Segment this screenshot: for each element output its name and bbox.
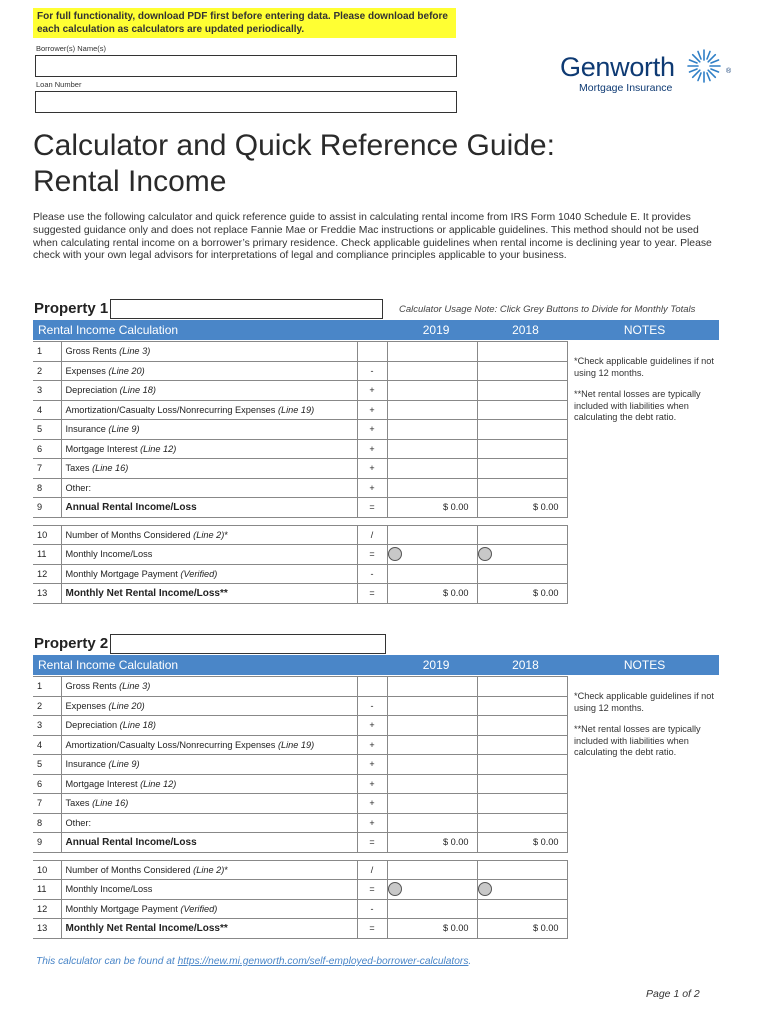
value-2018[interactable] <box>477 794 567 814</box>
row-label-text: Monthly Net Rental Income/Loss** <box>65 922 228 934</box>
row-label-text: Gross Rents <box>65 681 120 692</box>
row-label <box>61 860 357 880</box>
row-operator: + <box>357 420 387 440</box>
row-number: 9 <box>33 498 61 518</box>
calc-table-2 <box>33 676 568 939</box>
table-row <box>33 439 567 459</box>
row-number: 1 <box>33 342 61 362</box>
logo-subtitle: Mortgage Insurance <box>579 82 673 94</box>
table-row <box>33 696 567 716</box>
row-line-ref: (Line 9) <box>108 424 140 435</box>
table-row <box>33 478 567 498</box>
row-number: 2 <box>33 696 61 716</box>
value-2019[interactable] <box>387 478 477 498</box>
value-2018[interactable] <box>477 899 567 919</box>
row-label <box>61 478 357 498</box>
row-label <box>61 880 357 900</box>
row-line-ref: (Line 9) <box>108 759 140 770</box>
row-label <box>61 381 357 401</box>
row-label-text: Taxes <box>65 798 93 809</box>
row-operator: + <box>357 774 387 794</box>
row-line-ref: (Line 16) <box>92 798 129 809</box>
row-operator: = <box>357 545 387 565</box>
divide-button-2019[interactable] <box>388 547 402 561</box>
row-number: 6 <box>33 774 61 794</box>
row-number: 2 <box>33 361 61 381</box>
table-header-2 <box>33 655 719 675</box>
table-row <box>33 459 567 479</box>
row-label-text: Expenses <box>65 700 109 711</box>
loan-number-label: Loan Number <box>36 80 82 89</box>
row-number: 13 <box>33 584 61 604</box>
value-2018[interactable] <box>477 880 567 900</box>
value-2019[interactable] <box>387 899 477 919</box>
row-number: 10 <box>33 525 61 545</box>
row-number: 3 <box>33 381 61 401</box>
row-operator: + <box>357 400 387 420</box>
table-row <box>33 794 567 814</box>
table-row <box>33 564 567 584</box>
table-row <box>33 381 567 401</box>
row-operator: = <box>357 833 387 853</box>
row-operator: - <box>357 361 387 381</box>
value-2019: $ 0.00 <box>387 584 477 604</box>
row-label-text: Gross Rents <box>65 346 120 357</box>
row-operator: / <box>357 860 387 880</box>
title-line-1: Calculator and Quick Reference Guide: <box>33 129 555 162</box>
row-line-ref: (Line 20) <box>108 700 145 711</box>
value-2018: $ 0.00 <box>477 584 567 604</box>
table-row <box>33 813 567 833</box>
page-title <box>33 128 555 200</box>
value-2019[interactable] <box>387 716 477 736</box>
genworth-logo <box>560 52 740 98</box>
header-notes: NOTES <box>623 658 666 672</box>
row-label <box>61 584 357 604</box>
row-line-ref: (Line 12) <box>140 778 177 789</box>
value-2019[interactable] <box>387 813 477 833</box>
value-2018[interactable] <box>477 478 567 498</box>
row-operator: - <box>357 899 387 919</box>
intro-paragraph: Please use the following calculator and quick reference guide to assist in calculating rental income from IRS Form 1040 Schedule E. It provides suggested guidance only and does not replace Fannie Mae or Freddie Mac instructions or applicable guidelines. This method should not be used when calculating rental income on a borrower’s primary residence. Check applicable guidelines when rental income is declining year to year. Please check with your own legal advisors for interpretations of legal and compliance principles applicable to your business. <box>33 212 712 262</box>
table-row <box>33 774 567 794</box>
row-operator: + <box>357 716 387 736</box>
row-line-ref: (Line 2) <box>193 529 225 540</box>
row-spacer <box>33 517 567 525</box>
row-label <box>61 459 357 479</box>
table-row <box>33 342 567 362</box>
header-calc: Rental Income Calculation <box>38 658 179 672</box>
value-2019: $ 0.00 <box>387 833 477 853</box>
row-number: 12 <box>33 899 61 919</box>
table-row <box>33 860 567 880</box>
value-2019[interactable] <box>387 677 477 697</box>
row-number: 13 <box>33 919 61 939</box>
registered-mark: ® <box>726 68 732 75</box>
row-label-text: Mortgage Interest <box>65 778 141 789</box>
row-operator: + <box>357 459 387 479</box>
row-label-text: Annual Rental Income/Loss <box>65 501 197 513</box>
row-number: 6 <box>33 439 61 459</box>
row-label <box>61 794 357 814</box>
row-label <box>61 420 357 440</box>
row-operator: + <box>357 381 387 401</box>
value-2018[interactable] <box>477 381 567 401</box>
table-row <box>33 498 567 518</box>
row-spacer <box>33 852 567 860</box>
note-months: *Check applicable guidelines if not using 12 months. <box>574 691 714 713</box>
row-number: 8 <box>33 478 61 498</box>
page-number: Page 1 of 2 <box>646 988 700 1000</box>
row-label <box>61 498 357 518</box>
value-2019[interactable] <box>387 880 477 900</box>
divide-button-2019[interactable] <box>388 882 402 896</box>
value-2019[interactable] <box>387 420 477 440</box>
starburst-icon <box>684 46 724 86</box>
value-2019[interactable] <box>387 459 477 479</box>
value-2018[interactable] <box>477 564 567 584</box>
row-operator: - <box>357 564 387 584</box>
table-row <box>33 716 567 736</box>
row-operator <box>357 342 387 362</box>
value-2018[interactable] <box>477 342 567 362</box>
row-label-text: Taxes <box>65 463 93 474</box>
row-number: 4 <box>33 400 61 420</box>
row-label <box>61 696 357 716</box>
spacer-cell <box>33 517 567 525</box>
value-2018[interactable] <box>477 545 567 565</box>
row-label-text: Monthly Income/Loss <box>65 549 153 560</box>
value-2019[interactable] <box>387 564 477 584</box>
footer-note <box>36 956 471 967</box>
logo-wordmark: Genworth <box>560 52 675 82</box>
table-row <box>33 400 567 420</box>
row-operator: = <box>357 919 387 939</box>
value-2019[interactable] <box>387 794 477 814</box>
row-operator: / <box>357 525 387 545</box>
row-line-ref: (Verified) <box>180 568 218 579</box>
row-operator: + <box>357 813 387 833</box>
table-row <box>33 880 567 900</box>
row-line-ref: (Line 3) <box>119 346 151 357</box>
row-label <box>61 439 357 459</box>
row-label <box>61 833 357 853</box>
row-label <box>61 545 357 565</box>
row-label-text: Monthly Net Rental Income/Loss** <box>65 587 228 599</box>
table-row <box>33 420 567 440</box>
value-2019[interactable] <box>387 755 477 775</box>
value-2018[interactable] <box>477 420 567 440</box>
row-number: 7 <box>33 459 61 479</box>
row-label <box>61 899 357 919</box>
row-label-text: Number of Months Considered <box>65 529 194 540</box>
table-row <box>33 833 567 853</box>
row-label <box>61 677 357 697</box>
row-label <box>61 735 357 755</box>
row-label <box>61 361 357 381</box>
row-line-ref: (Line 19) <box>277 739 315 750</box>
value-2018[interactable] <box>477 459 567 479</box>
value-2018[interactable] <box>477 677 567 697</box>
row-label <box>61 716 357 736</box>
note-losses: **Net rental losses are typically included with liabilities when calculating the debt ratio. <box>574 389 701 422</box>
row-number: 11 <box>33 880 61 900</box>
row-number: 5 <box>33 755 61 775</box>
property-1-input[interactable] <box>110 299 383 319</box>
row-operator: + <box>357 439 387 459</box>
row-label-text: Monthly Mortgage Payment <box>65 568 181 579</box>
row-operator: = <box>357 584 387 604</box>
calculator-link[interactable]: https://new.mi.genworth.com/self-employed-borrower-calculators <box>177 956 469 967</box>
row-label-tail: * <box>224 529 228 540</box>
value-2018[interactable] <box>477 439 567 459</box>
table-row <box>33 584 567 604</box>
value-2019[interactable] <box>387 400 477 420</box>
row-line-ref: (Line 2) <box>193 864 225 875</box>
value-2019[interactable] <box>387 545 477 565</box>
row-label <box>61 400 357 420</box>
row-line-ref: (Line 19) <box>277 404 315 415</box>
header-year-2018: 2018 <box>512 323 539 337</box>
calc-table-1 <box>33 341 568 604</box>
header-year-2019: 2019 <box>422 323 450 337</box>
row-label-text: Monthly Income/Loss <box>65 884 153 895</box>
row-operator: + <box>357 755 387 775</box>
value-2018[interactable] <box>477 813 567 833</box>
footer-text: This calculator can be found at <box>36 956 178 967</box>
row-number: 8 <box>33 813 61 833</box>
row-label-text: Mortgage Interest <box>65 443 141 454</box>
row-label <box>61 342 357 362</box>
value-2019: $ 0.00 <box>387 498 477 518</box>
property-2-input[interactable] <box>110 634 386 654</box>
borrower-name-label: Borrower(s) Name(s) <box>36 44 107 53</box>
value-2018: $ 0.00 <box>477 498 567 518</box>
value-2018: $ 0.00 <box>477 919 567 939</box>
row-operator: + <box>357 478 387 498</box>
row-label-text: Depreciation <box>65 720 120 731</box>
row-number: 9 <box>33 833 61 853</box>
value-2019[interactable] <box>387 774 477 794</box>
loan-number-input[interactable] <box>35 91 457 113</box>
row-operator: = <box>357 880 387 900</box>
row-label-text: Amortization/Casualty Loss/Nonrecurring Expenses <box>65 404 278 415</box>
row-line-ref: (Line 12) <box>140 443 177 454</box>
value-2019[interactable] <box>387 381 477 401</box>
row-label <box>61 564 357 584</box>
row-line-ref: (Line 16) <box>92 463 129 474</box>
row-line-ref: (Verified) <box>180 903 218 914</box>
table-row <box>33 919 567 939</box>
notes-1 <box>574 356 714 424</box>
divide-button-2018[interactable] <box>478 882 492 896</box>
row-label-tail: * <box>224 864 228 875</box>
table-header-1 <box>33 320 719 340</box>
row-label-text: Insurance <box>65 424 109 435</box>
table-row <box>33 735 567 755</box>
borrower-name-input[interactable] <box>35 55 457 77</box>
property-1-label: Property 1 <box>34 300 109 317</box>
value-2018[interactable] <box>477 361 567 381</box>
usage-note: Calculator Usage Note: Click Grey Buttons to Divide for Monthly Totals <box>399 304 696 315</box>
row-label <box>61 774 357 794</box>
row-label-text: Annual Rental Income/Loss <box>65 836 197 848</box>
row-label <box>61 525 357 545</box>
row-number: 4 <box>33 735 61 755</box>
row-label-text: Depreciation <box>65 385 120 396</box>
row-label-text: Monthly Mortgage Payment <box>65 903 181 914</box>
header-year-2018: 2018 <box>512 658 539 672</box>
table-row <box>33 525 567 545</box>
divide-button-2018[interactable] <box>478 547 492 561</box>
table-row <box>33 899 567 919</box>
value-2019: $ 0.00 <box>387 919 477 939</box>
value-2018[interactable] <box>477 400 567 420</box>
footer-end: . <box>468 956 472 967</box>
row-operator: + <box>357 794 387 814</box>
row-label-text: Number of Months Considered <box>65 864 194 875</box>
row-label <box>61 813 357 833</box>
row-label-text: Other: <box>65 817 92 828</box>
value-2018[interactable] <box>477 696 567 716</box>
note-months: *Check applicable guidelines if not using 12 months. <box>574 356 714 378</box>
row-number: 5 <box>33 420 61 440</box>
value-2019[interactable] <box>387 439 477 459</box>
value-2019[interactable] <box>387 361 477 381</box>
header-calc: Rental Income Calculation <box>38 323 179 337</box>
row-number: 1 <box>33 677 61 697</box>
note-losses: **Net rental losses are typically included with liabilities when calculating the debt ratio. <box>574 724 701 757</box>
row-number: 10 <box>33 860 61 880</box>
row-label-text: Amortization/Casualty Loss/Nonrecurring Expenses <box>65 739 278 750</box>
table-row <box>33 361 567 381</box>
row-label-text: Other: <box>65 482 92 493</box>
download-notice: For full functionality, download PDF first before entering data. Please download before each calculation as calculators are updated periodically. <box>33 8 456 38</box>
value-2018[interactable] <box>477 774 567 794</box>
row-line-ref: (Line 18) <box>119 720 156 731</box>
value-2018[interactable] <box>477 525 567 545</box>
row-label-text: Expenses <box>65 365 109 376</box>
row-operator: + <box>357 735 387 755</box>
row-number: 11 <box>33 545 61 565</box>
value-2018[interactable] <box>477 716 567 736</box>
property-2-label: Property 2 <box>34 635 109 652</box>
title-line-2: Rental Income <box>33 165 227 198</box>
row-number: 12 <box>33 564 61 584</box>
value-2019[interactable] <box>387 735 477 755</box>
row-label <box>61 755 357 775</box>
value-2019[interactable] <box>387 525 477 545</box>
table-row <box>33 677 567 697</box>
value-2018[interactable] <box>477 735 567 755</box>
table-row <box>33 545 567 565</box>
row-label <box>61 919 357 939</box>
notes-2 <box>574 691 714 759</box>
value-2018[interactable] <box>477 755 567 775</box>
row-number: 3 <box>33 716 61 736</box>
row-label-text: Insurance <box>65 759 109 770</box>
header-notes: NOTES <box>623 323 666 337</box>
value-2019[interactable] <box>387 696 477 716</box>
row-line-ref: (Line 3) <box>119 681 151 692</box>
row-operator: = <box>357 498 387 518</box>
row-line-ref: (Line 20) <box>108 365 145 376</box>
value-2019[interactable] <box>387 860 477 880</box>
row-operator: - <box>357 696 387 716</box>
row-line-ref: (Line 18) <box>119 385 156 396</box>
value-2018[interactable] <box>477 860 567 880</box>
value-2018: $ 0.00 <box>477 833 567 853</box>
header-year-2019: 2019 <box>422 658 450 672</box>
value-2019[interactable] <box>387 342 477 362</box>
row-operator <box>357 677 387 697</box>
table-row <box>33 755 567 775</box>
row-number: 7 <box>33 794 61 814</box>
spacer-cell <box>33 852 567 860</box>
